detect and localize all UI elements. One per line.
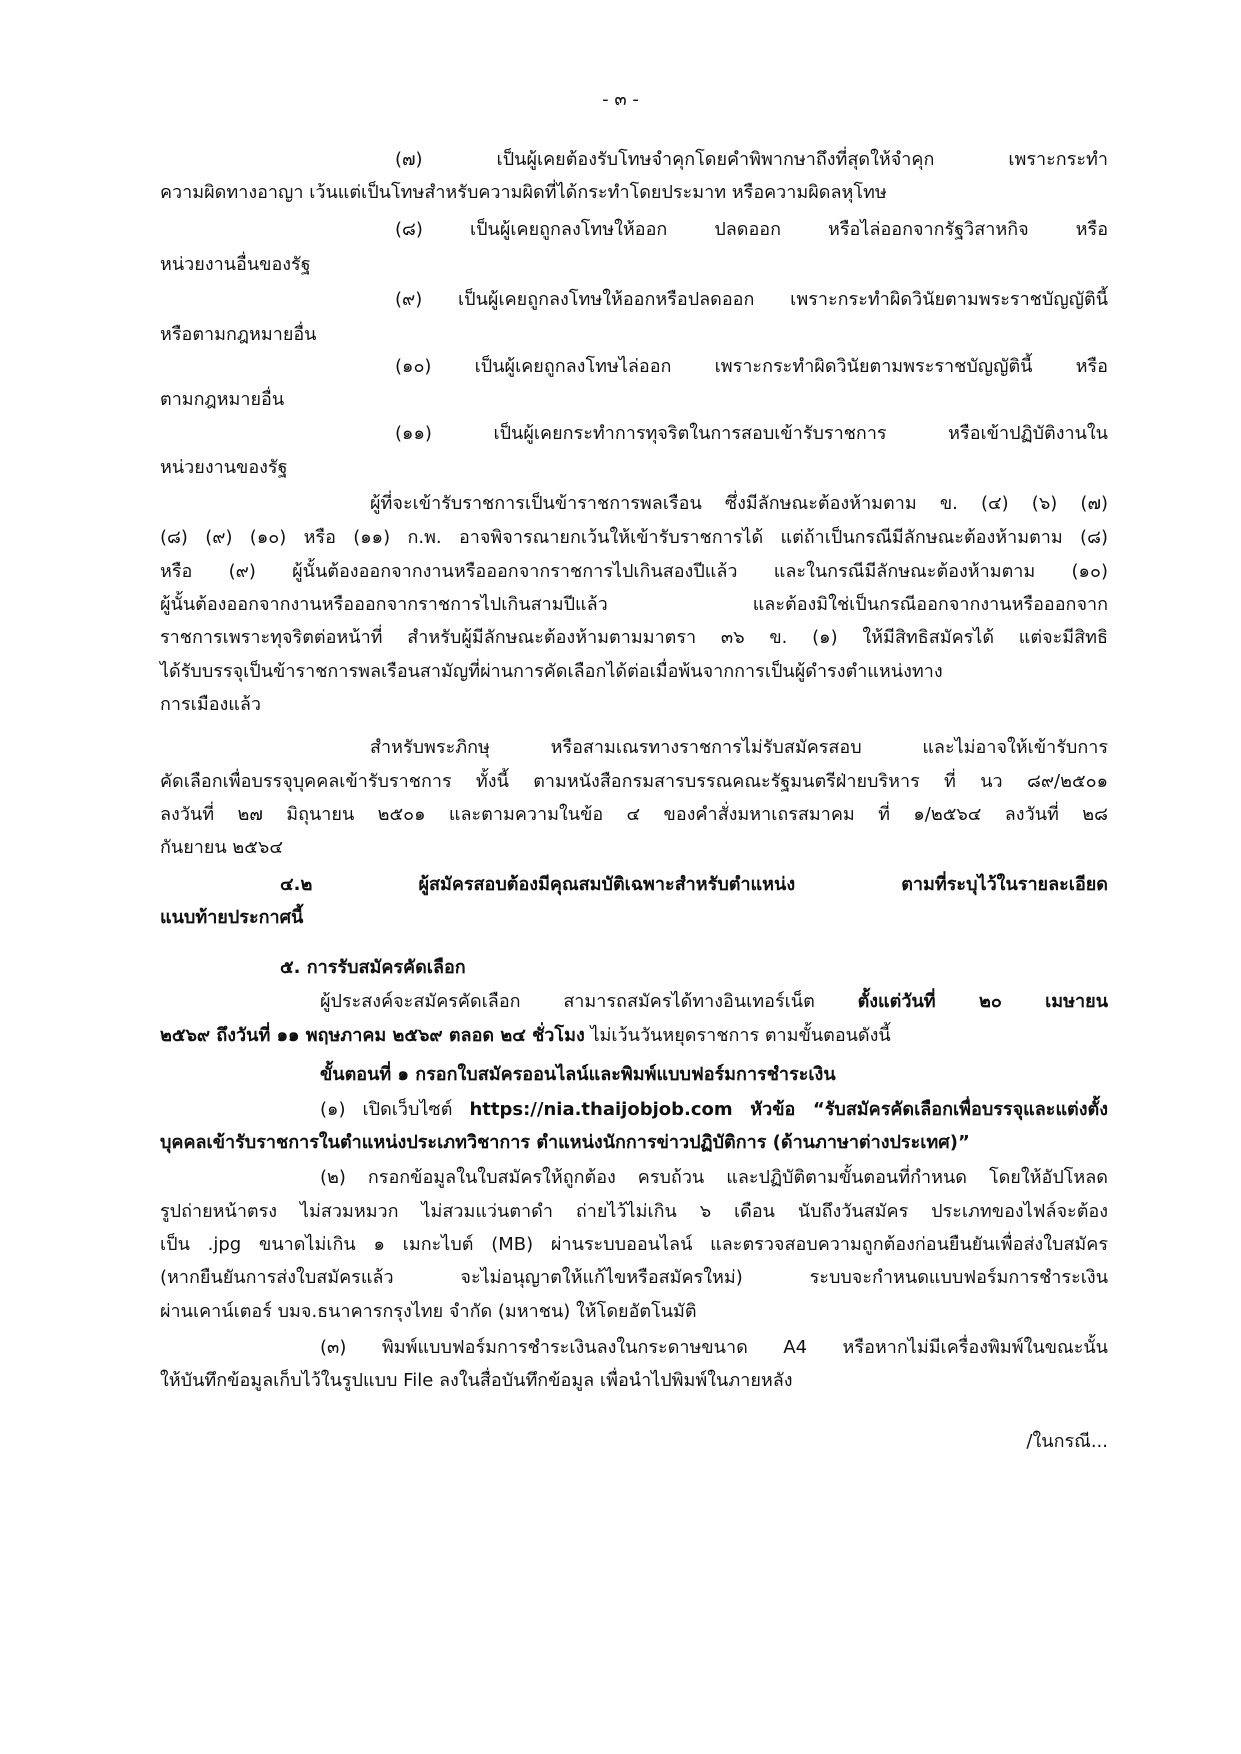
text-segment: (๘) เป็นผู้เคยถูกลงโทษให้ออก ปลดออก หรือไล่ออกจากรัฐวิสาหกิจ หรือ — [395, 219, 1108, 240]
text-segment: ตามกฎหมายอื่น — [160, 389, 285, 410]
bold-text: https://nia.thaijobjob.com หัวข้อ “รับสมัครคัดเลือกเพื่อบรรจุและแต่งตั้ง — [469, 1099, 1108, 1120]
bold-text: แนบท้ายประกาศนี้ — [160, 907, 304, 928]
text-line — [395, 286, 1108, 314]
text-line — [160, 454, 1108, 482]
text-line — [160, 179, 1108, 207]
text-line — [160, 524, 1108, 552]
text-line — [160, 251, 1108, 279]
bold-text: ๕. การรับสมัครคัดเลือก — [280, 957, 466, 978]
text-segment: (๗) เป็นผู้เคยต้องรับโทษจำคุกโดยคำพิพากษาถึงที่สุดให้จำคุก เพราะกระทำ — [395, 149, 1108, 170]
text-line — [370, 490, 1108, 518]
text-segment: ผู้ที่จะเข้ารับราชการเป็นข้าราชการพลเรือน ซึ่งมีลักษณะต้องห้ามตาม ข. (๔) (๖) (๗) — [370, 493, 1108, 514]
text-line — [160, 1022, 1108, 1050]
bold-text: ๒๕๖๙ ถึงวันที่ ๑๑ พฤษภาคม ๒๕๖๙ ตลอด ๒๔ ชั่วโมง — [160, 1025, 585, 1046]
text-line — [280, 871, 1108, 899]
text-line — [320, 1164, 1108, 1192]
text-segment: หน่วยงานของรัฐ — [160, 457, 288, 478]
text-segment: หน่วยงานอื่นของรัฐ — [160, 254, 311, 275]
text-line — [160, 1264, 1108, 1292]
text-line — [160, 624, 1108, 652]
text-line — [160, 658, 1108, 686]
text-line — [160, 834, 1108, 862]
text-line — [160, 321, 1108, 349]
text-line — [320, 988, 1108, 1016]
text-line — [160, 1198, 1108, 1226]
text-segment: ผู้นั้นต้องออกจากงานหรือออกจากราชการไปเกินสามปีแล้ว และต้องมิใช่เป็นกรณีออกจากงานหรือออกจาก — [160, 594, 1108, 615]
text-segment: (๓) พิมพ์แบบฟอร์มการชำระเงินลงในกระดาษขนาด A4 หรือหากไม่มีเครื่องพิมพ์ในขณะนั้น — [320, 1337, 1108, 1358]
bold-text: ๔.๒ ผู้สมัครสอบต้องมีคุณสมบัติเฉพาะสำหรับตำแหน่ง ตามที่ระบุไว้ในรายละเอียด — [280, 874, 1108, 895]
text-line — [320, 1061, 1108, 1089]
text-line — [320, 1334, 1108, 1362]
text-segment: การเมืองแล้ว — [160, 694, 262, 715]
text-segment: คัดเลือกเพื่อบรรจุบุคคลเข้ารับราชการ ทั้งนี้ ตามหนังสือกรมสารบรรณคณะรัฐมนตรีฝ่ายบริหาร ที่ นว ๘๙/๒๕๐๑ — [160, 771, 1108, 792]
page-number: - ๓ - — [602, 89, 639, 110]
bold-text: ขั้นตอนที่ ๑ กรอกใบสมัครออนไลน์และพิมพ์แบบฟอร์มการชำระเงิน — [320, 1064, 836, 1085]
text-segment: (๑๐) เป็นผู้เคยถูกลงโทษไล่ออก เพราะกระทำผิดวินัยตามพระราชบัญญัตินี้ หรือ — [395, 356, 1108, 377]
text-line — [160, 1367, 1108, 1395]
text-segment: (๒) กรอกข้อมูลในใบสมัครให้ถูกต้อง ครบถ้วน และปฏิบัติตามขั้นตอนที่กำหนด โดยให้อัปโหลด — [320, 1167, 1108, 1188]
text-line — [160, 768, 1108, 796]
text-segment: ผู้ประสงค์จะสมัครคัดเลือก สามารถสมัครได้ทางอินเทอร์เน็ต — [320, 991, 858, 1012]
text-line — [320, 1096, 1108, 1124]
text-line — [160, 691, 1108, 719]
text-line — [160, 801, 1108, 829]
bold-text: บุคคลเข้ารับราชการในตำแหน่งประเภทวิชาการ ตำแหน่งนักการข่าวปฏิบัติการ (ด้านภาษาต่างประเทศ)” — [160, 1132, 970, 1153]
text-line — [160, 386, 1108, 414]
text-segment: (๑) เปิดเว็บไซต์ — [320, 1099, 470, 1120]
text-segment: ผ่านเคาน์เตอร์ บมจ.ธนาคารกรุงไทย จำกัด (มหาชน) ให้โดยอัตโนมัติ — [160, 1301, 697, 1322]
text-segment: กันยายน ๒๕๖๔ — [160, 837, 283, 858]
text-segment: สำหรับพระภิกษุ หรือสามเณรทางราชการไม่รับสมัครสอบ และไม่อาจให้เข้ารับการ — [370, 737, 1108, 758]
text-segment: ราชการเพราะทุจริตต่อหน้าที่ สำหรับผู้มีลักษณะต้องห้ามตามมาตรา ๓๖ ข. (๑) ให้มีสิทธิสมัครได้ แต่จะมีสิทธิ — [160, 627, 1108, 648]
text-segment: (หากยืนยันการส่งใบสมัครแล้ว จะไม่อนุญาตให้แก้ไขหรือสมัครใหม่) ระบบจะกำหนดแบบฟอร์มการชำระเงิน — [160, 1267, 1108, 1288]
text-segment: ได้รับบรรจุเป็นข้าราชการพลเรือนสามัญที่ผ่านการคัดเลือกได้ต่อเมื่อพ้นจากการเป็นผู้ดำรงตำแหน่งทาง — [160, 661, 943, 682]
text-segment: ลงวันที่ ๒๗ มิถุนายน ๒๕๐๑ และตามความในข้อ ๔ ของคำสั่งมหาเถรสมาคม ที่ ๑/๒๕๖๔ ลงวันที่ ๒๘ — [160, 804, 1108, 825]
text-segment: (๙) เป็นผู้เคยถูกลงโทษให้ออกหรือปลดออก เพราะกระทำผิดวินัยตามพระราชบัญญัตินี้ — [395, 289, 1108, 310]
text-line — [160, 1231, 1108, 1259]
text-line — [395, 420, 1108, 448]
text-segment: เป็น .jpg ขนาดไม่เกิน ๑ เมกะไบต์ (MB) ผ่านระบบออนไลน์ และตรวจสอบความถูกต้องก่อนยืนยันเพื่อส่งใบสมัคร — [160, 1234, 1108, 1255]
text-line — [395, 146, 1108, 174]
text-line — [160, 558, 1108, 586]
text-segment: ให้บันทึกข้อมูลเก็บไว้ในรูปแบบ File ลงในสื่อบันทึกข้อมูล เพื่อนำไปพิมพ์ในภายหลัง — [160, 1370, 793, 1391]
text-line — [370, 734, 1108, 762]
text-segment: (๑๑) เป็นผู้เคยกระทำการทุจริตในการสอบเข้ารับราชการ หรือเข้าปฏิบัติงานใน — [395, 423, 1108, 444]
text-line — [395, 216, 1108, 244]
text-segment: รูปถ่ายหน้าตรง ไม่สวมหมวก ไม่สวมแว่นตาดำ ถ่ายไว้ไม่เกิน ๖ เดือน นับถึงวันสมัคร ประเภทของไฟล์จะต้อง — [160, 1201, 1109, 1222]
bold-text: ตั้งแต่วันที่ ๒๐ เมษายน — [857, 991, 1108, 1012]
text-segment: ความผิดทางอาญา เว้นแต่เป็นโทษสำหรับความผิดที่ได้กระทำโดยประมาท หรือความผิดลหุโทษ — [160, 182, 887, 203]
text-segment: ไม่เว้นวันหยุดราชการ ตามขั้นตอนดังนี้ — [584, 1025, 891, 1046]
text-line — [160, 904, 1108, 932]
text-line — [395, 353, 1108, 381]
text-segment: (๘) (๙) (๑๐) หรือ (๑๑) ก.พ. อาจพิจารณายกเว้นให้เข้ารับราชการได้ แต่ถ้าเป็นกรณีมีลักษณะต้องห้ามตาม (๘) — [160, 527, 1108, 548]
text-line — [160, 591, 1108, 619]
text-line — [160, 1129, 1108, 1157]
text-line — [160, 1298, 1108, 1326]
text-segment: หรือ (๙) ผู้นั้นต้องออกจากงานหรือออกจากราชการไปเกินสองปีแล้ว และในกรณีมีลักษณะต้องห้ามตาม (๑๐) — [160, 561, 1108, 582]
continuation-note: /ในกรณี... — [1026, 1431, 1108, 1452]
text-segment: หรือตามกฎหมายอื่น — [160, 324, 317, 345]
text-line — [280, 954, 1108, 982]
